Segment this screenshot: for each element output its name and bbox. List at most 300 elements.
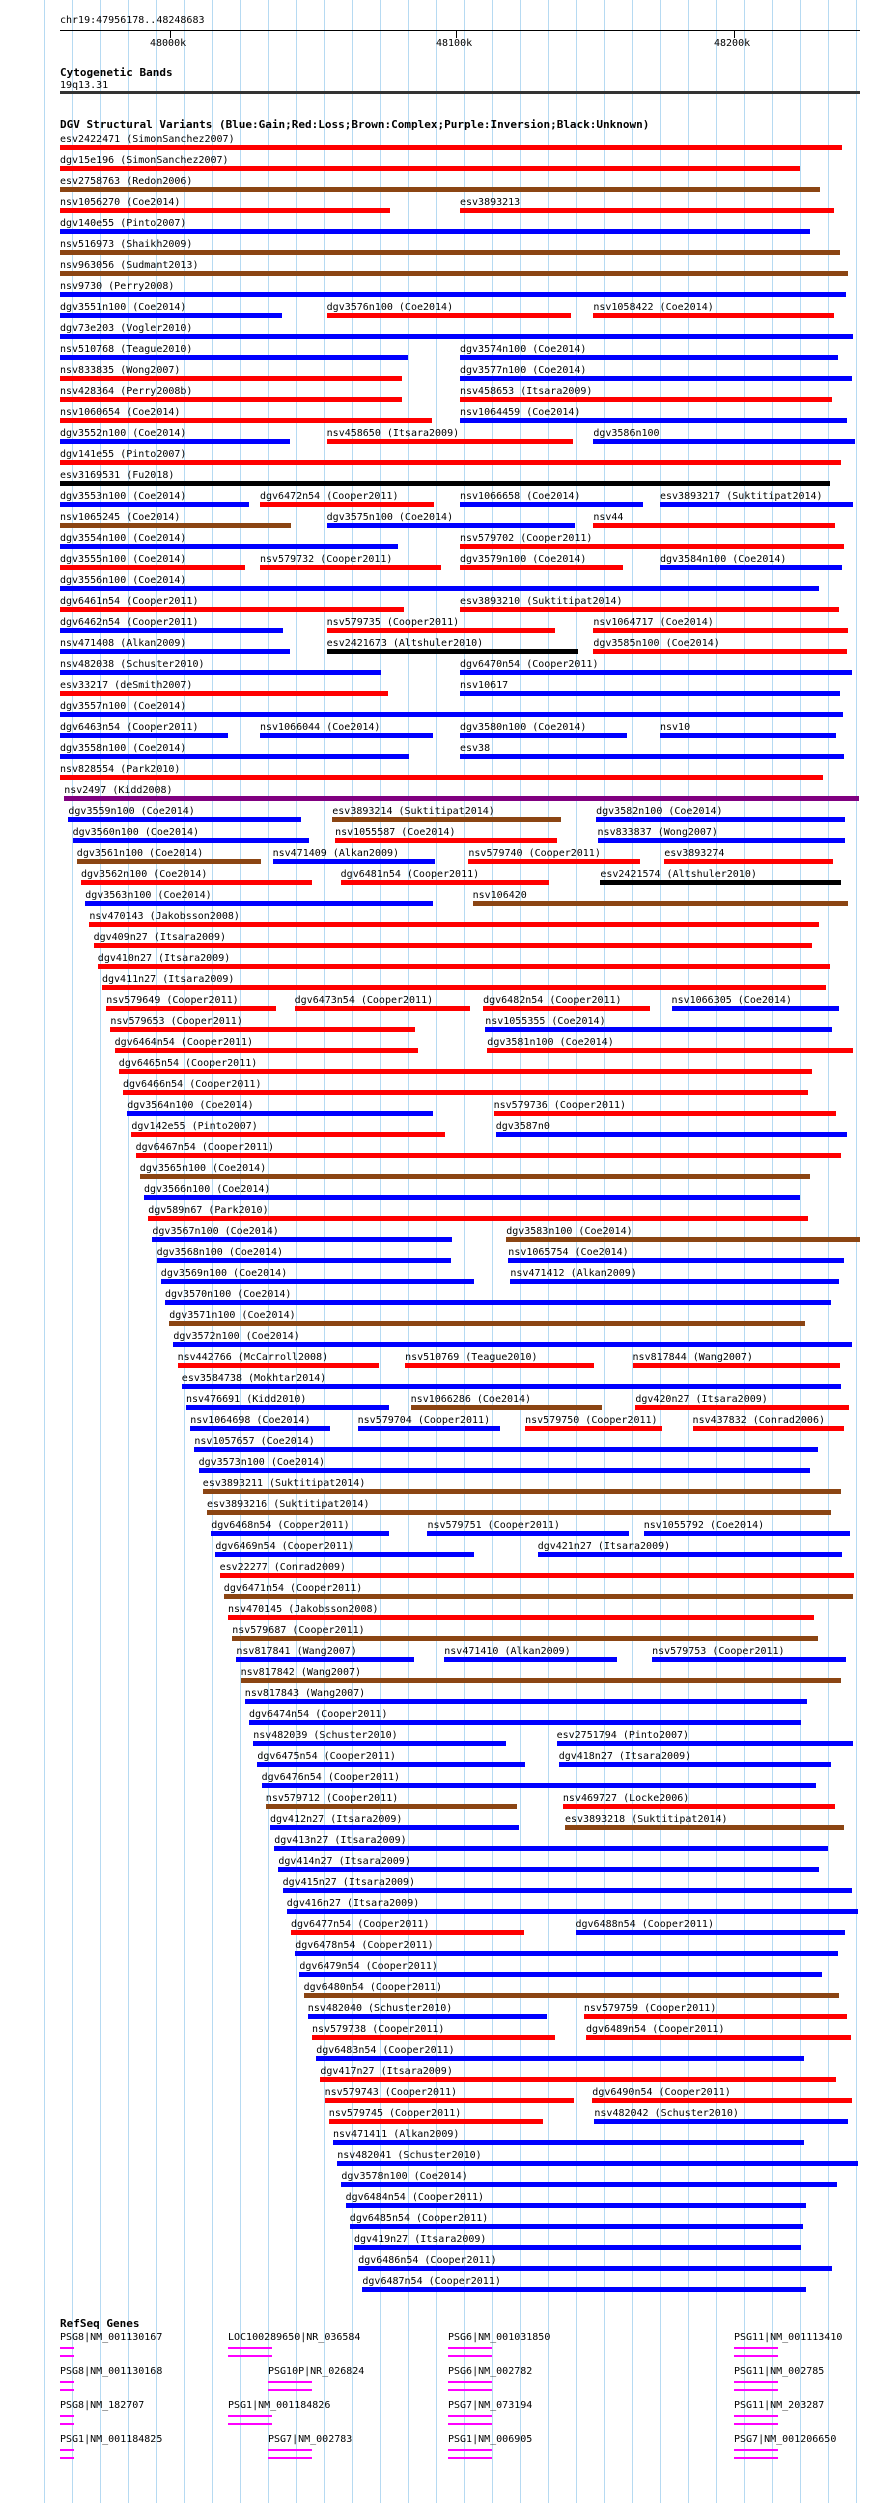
variant-label[interactable]: nsv510768 (Teague2010) bbox=[60, 344, 193, 355]
variant-bar[interactable] bbox=[596, 817, 845, 822]
variant-label[interactable]: nsv471409 (Alkan2009) bbox=[272, 848, 400, 859]
variant-label[interactable]: esv2422471 (SimonSanchez2007) bbox=[60, 134, 235, 145]
variant-bar[interactable] bbox=[102, 985, 826, 990]
variant-bar[interactable] bbox=[460, 418, 847, 423]
variant-label[interactable]: dgv3562n100 (Coe2014) bbox=[81, 869, 208, 880]
gene-model[interactable] bbox=[734, 2449, 778, 2459]
variant-bar[interactable] bbox=[169, 1321, 805, 1326]
variant-label[interactable]: nsv1057657 (Coe2014) bbox=[194, 1436, 315, 1447]
gene-model[interactable] bbox=[448, 2347, 492, 2357]
variant-bar[interactable] bbox=[460, 376, 852, 381]
gene-label[interactable]: PSG8|NM_001130167 bbox=[60, 2332, 163, 2343]
variant-label[interactable]: nsv579753 (Cooper2011) bbox=[652, 1646, 785, 1657]
variant-label[interactable]: nsv828554 (Park2010) bbox=[60, 764, 181, 775]
variant-bar[interactable] bbox=[299, 1972, 822, 1977]
variant-label[interactable]: nsv579687 (Cooper2011) bbox=[232, 1625, 365, 1636]
variant-bar[interactable] bbox=[60, 481, 830, 486]
variant-label[interactable]: nsv469727 (Locke2006) bbox=[562, 1793, 690, 1804]
variant-label[interactable]: dgv3576n100 (Coe2014) bbox=[326, 302, 454, 313]
variant-label[interactable]: dgv413n27 (Itsara2009) bbox=[274, 1835, 407, 1846]
gene-label[interactable]: PSG8|NM_001130168 bbox=[60, 2366, 163, 2377]
variant-bar[interactable] bbox=[89, 922, 818, 927]
variant-label[interactable]: dgv3582n100 (Coe2014) bbox=[596, 806, 723, 817]
variant-bar[interactable] bbox=[194, 1447, 818, 1452]
variant-bar[interactable] bbox=[325, 2098, 575, 2103]
variant-label[interactable]: nsv510769 (Teague2010) bbox=[405, 1352, 538, 1363]
variant-bar[interactable] bbox=[460, 544, 844, 549]
variant-bar[interactable] bbox=[308, 2014, 547, 2019]
variant-bar[interactable] bbox=[249, 1720, 801, 1725]
variant-bar[interactable] bbox=[508, 1258, 844, 1263]
variant-bar[interactable] bbox=[115, 1048, 418, 1053]
gene-model[interactable] bbox=[60, 2381, 74, 2391]
variant-bar[interactable] bbox=[232, 1636, 818, 1641]
variant-bar[interactable] bbox=[496, 1132, 847, 1137]
variant-bar[interactable] bbox=[77, 859, 262, 864]
variant-label[interactable]: dgv3577n100 (Coe2014) bbox=[460, 365, 587, 376]
gene-model[interactable] bbox=[448, 2449, 492, 2459]
variant-bar[interactable] bbox=[60, 376, 402, 381]
variant-bar[interactable] bbox=[565, 1825, 844, 1830]
variant-bar[interactable] bbox=[64, 796, 859, 801]
variant-bar[interactable] bbox=[60, 187, 820, 192]
variant-label[interactable]: nsv579732 (Cooper2011) bbox=[260, 554, 393, 565]
variant-label[interactable]: esv22277 (Conrad2009) bbox=[219, 1562, 347, 1573]
variant-label[interactable]: nsv579712 (Cooper2011) bbox=[265, 1793, 399, 1804]
gene-label[interactable]: PSG10P|NR_026824 bbox=[268, 2366, 365, 2377]
variant-bar[interactable] bbox=[60, 292, 846, 297]
variant-bar[interactable] bbox=[60, 649, 290, 654]
gene-model[interactable] bbox=[448, 2381, 492, 2391]
gene-label[interactable]: PSG1|NM_006905 bbox=[448, 2434, 533, 2445]
variant-label[interactable]: dgv3558n100 (Coe2014) bbox=[60, 743, 187, 754]
variant-label[interactable]: dgv6468n54 (Cooper2011) bbox=[211, 1520, 350, 1531]
variant-label[interactable]: nsv579704 (Cooper2011) bbox=[357, 1415, 491, 1426]
variant-label[interactable]: nsv471411 (Alkan2009) bbox=[333, 2129, 460, 2140]
variant-label[interactable]: dgv3578n100 (Coe2014) bbox=[341, 2171, 468, 2182]
gene-label[interactable]: PSG7|NM_002783 bbox=[268, 2434, 353, 2445]
variant-label[interactable]: nsv458650 (Itsara2009) bbox=[326, 428, 460, 439]
variant-bar[interactable] bbox=[633, 1363, 840, 1368]
variant-bar[interactable] bbox=[354, 2245, 801, 2250]
variant-bar[interactable] bbox=[362, 2287, 806, 2292]
variant-bar[interactable] bbox=[586, 2035, 851, 2040]
variant-bar[interactable] bbox=[60, 733, 228, 738]
variant-bar[interactable] bbox=[600, 880, 840, 885]
gene-model[interactable] bbox=[734, 2415, 778, 2425]
variant-label[interactable]: dgv3569n100 (Coe2014) bbox=[160, 1268, 288, 1279]
variant-label[interactable]: dgv420n27 (Itsara2009) bbox=[635, 1394, 768, 1405]
variant-bar[interactable] bbox=[241, 1678, 842, 1683]
variant-label[interactable]: dgv6466n54 (Cooper2011) bbox=[123, 1079, 262, 1090]
gene-model[interactable] bbox=[734, 2347, 778, 2357]
variant-label[interactable]: nsv1066305 (Coe2014) bbox=[671, 995, 792, 1006]
variant-label[interactable]: nsv476691 (Kidd2010) bbox=[186, 1394, 307, 1405]
variant-bar[interactable] bbox=[405, 1363, 594, 1368]
variant-label[interactable]: nsv833837 (Wong2007) bbox=[597, 827, 718, 838]
variant-label[interactable]: dgv6464n54 (Cooper2011) bbox=[114, 1037, 254, 1048]
variant-label[interactable]: dgv3572n100 (Coe2014) bbox=[173, 1331, 300, 1342]
variant-bar[interactable] bbox=[460, 733, 627, 738]
variant-bar[interactable] bbox=[60, 397, 402, 402]
variant-bar[interactable] bbox=[85, 901, 433, 906]
variant-bar[interactable] bbox=[593, 313, 834, 318]
variant-label[interactable]: nsv1066658 (Coe2014) bbox=[460, 491, 581, 502]
variant-label[interactable]: nsv817842 (Wang2007) bbox=[240, 1667, 362, 1678]
variant-bar[interactable] bbox=[660, 502, 853, 507]
variant-bar[interactable] bbox=[593, 523, 835, 528]
variant-bar[interactable] bbox=[327, 628, 556, 633]
variant-label[interactable]: nsv1055792 (Coe2014) bbox=[643, 1520, 765, 1531]
variant-bar[interactable] bbox=[260, 502, 434, 507]
variant-bar[interactable] bbox=[460, 208, 834, 213]
variant-bar[interactable] bbox=[485, 1027, 832, 1032]
variant-bar[interactable] bbox=[584, 2014, 847, 2019]
variant-label[interactable]: dgv3563n100 (Coe2014) bbox=[85, 890, 212, 901]
variant-bar[interactable] bbox=[119, 1069, 812, 1074]
variant-bar[interactable] bbox=[278, 1867, 819, 1872]
variant-bar[interactable] bbox=[60, 166, 800, 171]
variant-label[interactable]: nsv579702 (Cooper2011) bbox=[460, 533, 593, 544]
variant-label[interactable]: dgv6471n54 (Cooper2011) bbox=[223, 1583, 363, 1594]
variant-label[interactable]: dgv418n27 (Itsara2009) bbox=[558, 1751, 692, 1762]
gene-model[interactable] bbox=[268, 2381, 312, 2391]
variant-bar[interactable] bbox=[262, 1783, 816, 1788]
variant-bar[interactable] bbox=[693, 1426, 844, 1431]
variant-bar[interactable] bbox=[460, 502, 643, 507]
variant-bar[interactable] bbox=[494, 1111, 836, 1116]
variant-label[interactable]: nsv471408 (Alkan2009) bbox=[60, 638, 187, 649]
variant-label[interactable]: dgv6472n54 (Cooper2011) bbox=[260, 491, 399, 502]
gene-model[interactable] bbox=[60, 2347, 74, 2357]
variant-bar[interactable] bbox=[60, 586, 819, 591]
variant-bar[interactable] bbox=[190, 1426, 330, 1431]
variant-bar[interactable] bbox=[215, 1552, 473, 1557]
variant-label[interactable]: dgv6477n54 (Cooper2011) bbox=[291, 1919, 430, 1930]
variant-label[interactable]: nsv1058422 (Coe2014) bbox=[593, 302, 714, 313]
variant-label[interactable]: nsv579735 (Cooper2011) bbox=[326, 617, 460, 628]
variant-bar[interactable] bbox=[592, 2098, 852, 2103]
variant-bar[interactable] bbox=[598, 838, 846, 843]
variant-label[interactable]: dgv3552n100 (Coe2014) bbox=[60, 428, 187, 439]
variant-bar[interactable] bbox=[60, 439, 290, 444]
variant-bar[interactable] bbox=[316, 2056, 804, 2061]
variant-label[interactable]: nsv471410 (Alkan2009) bbox=[444, 1646, 571, 1657]
variant-label[interactable]: dgv141e55 (Pinto2007) bbox=[60, 449, 187, 460]
variant-label[interactable]: dgv3579n100 (Coe2014) bbox=[460, 554, 587, 565]
variant-bar[interactable] bbox=[60, 208, 390, 213]
variant-label[interactable]: dgv3560n100 (Coe2014) bbox=[72, 827, 200, 838]
variant-label[interactable]: nsv428364 (Perry2008b) bbox=[60, 386, 193, 397]
variant-bar[interactable] bbox=[460, 355, 838, 360]
variant-label[interactable]: nsv516973 (Shaikh2009) bbox=[60, 239, 193, 250]
variant-label[interactable]: dgv3559n100 (Coe2014) bbox=[68, 806, 195, 817]
variant-label[interactable]: dgv3570n100 (Coe2014) bbox=[165, 1289, 292, 1300]
variant-label[interactable]: dgv3575n100 (Coe2014) bbox=[326, 512, 454, 523]
variant-label[interactable]: dgv6483n54 (Cooper2011) bbox=[316, 2045, 455, 2056]
variant-label[interactable]: esv3893216 (Suktitipat2014) bbox=[207, 1499, 370, 1510]
variant-bar[interactable] bbox=[211, 1531, 388, 1536]
variant-label[interactable]: esv3584738 (Mokhtar2014) bbox=[181, 1373, 327, 1384]
variant-label[interactable]: dgv6487n54 (Cooper2011) bbox=[362, 2276, 501, 2287]
variant-bar[interactable] bbox=[427, 1531, 629, 1536]
variant-bar[interactable] bbox=[178, 1363, 379, 1368]
variant-bar[interactable] bbox=[332, 817, 561, 822]
gene-label[interactable]: PSG11|NM_002785 bbox=[734, 2366, 825, 2377]
variant-bar[interactable] bbox=[358, 1426, 500, 1431]
variant-label[interactable]: nsv579743 (Cooper2011) bbox=[324, 2087, 458, 2098]
variant-bar[interactable] bbox=[563, 1804, 836, 1809]
variant-bar[interactable] bbox=[60, 460, 841, 465]
variant-label[interactable]: esv2758763 (Redon2006) bbox=[60, 176, 193, 187]
variant-bar[interactable] bbox=[157, 1258, 452, 1263]
variant-bar[interactable] bbox=[320, 2077, 835, 2082]
variant-bar[interactable] bbox=[260, 565, 441, 570]
variant-bar[interactable] bbox=[295, 1006, 470, 1011]
variant-label[interactable]: dgv6462n54 (Cooper2011) bbox=[60, 617, 199, 628]
gene-model[interactable] bbox=[60, 2415, 74, 2425]
variant-label[interactable]: nsv106420 bbox=[472, 890, 527, 901]
variant-bar[interactable] bbox=[60, 775, 823, 780]
variant-label[interactable]: dgv409n27 (Itsara2009) bbox=[93, 932, 227, 943]
variant-bar[interactable] bbox=[266, 1804, 517, 1809]
variant-bar[interactable] bbox=[460, 607, 839, 612]
variant-bar[interactable] bbox=[136, 1153, 841, 1158]
variant-bar[interactable] bbox=[460, 565, 623, 570]
variant-label[interactable]: esv3893210 (Suktitipat2014) bbox=[460, 596, 623, 607]
variant-label[interactable]: dgv6474n54 (Cooper2011) bbox=[249, 1709, 388, 1720]
variant-bar[interactable] bbox=[60, 544, 398, 549]
variant-label[interactable]: nsv2497 (Kidd2008) bbox=[64, 785, 173, 796]
gene-model[interactable] bbox=[60, 2449, 74, 2459]
variant-label[interactable]: nsv471412 (Alkan2009) bbox=[510, 1268, 637, 1279]
gene-label[interactable]: LOC100289650|NR_036584 bbox=[228, 2332, 361, 2343]
variant-bar[interactable] bbox=[161, 1279, 475, 1284]
variant-label[interactable]: dgv6489n54 (Cooper2011) bbox=[586, 2024, 725, 2035]
variant-label[interactable]: dgv140e55 (Pinto2007) bbox=[60, 218, 187, 229]
variant-bar[interactable] bbox=[224, 1594, 853, 1599]
variant-bar[interactable] bbox=[60, 271, 848, 276]
variant-bar[interactable] bbox=[460, 670, 852, 675]
variant-label[interactable]: dgv414n27 (Itsara2009) bbox=[278, 1856, 411, 1867]
variant-label[interactable]: dgv3565n100 (Coe2014) bbox=[139, 1163, 267, 1174]
variant-bar[interactable] bbox=[182, 1384, 841, 1389]
variant-label[interactable]: nsv1055355 (Coe2014) bbox=[485, 1016, 606, 1027]
variant-label[interactable]: nsv470145 (Jakobsson2008) bbox=[228, 1604, 379, 1615]
variant-label[interactable]: nsv10617 bbox=[460, 680, 509, 691]
variant-bar[interactable] bbox=[593, 649, 847, 654]
variant-label[interactable]: dgv421n27 (Itsara2009) bbox=[537, 1541, 671, 1552]
gene-label[interactable]: PSG6|NM_002782 bbox=[448, 2366, 533, 2377]
variant-bar[interactable] bbox=[60, 607, 404, 612]
variant-label[interactable]: dgv3566n100 (Coe2014) bbox=[144, 1184, 271, 1195]
variant-label[interactable]: dgv6488n54 (Cooper2011) bbox=[575, 1919, 714, 1930]
variant-bar[interactable] bbox=[60, 754, 409, 759]
variant-label[interactable]: dgv3587n0 bbox=[495, 1121, 550, 1132]
variant-bar[interactable] bbox=[60, 418, 432, 423]
gene-label[interactable]: PSG1|NM_001184825 bbox=[60, 2434, 163, 2445]
variant-bar[interactable] bbox=[106, 1006, 276, 1011]
gene-model[interactable] bbox=[228, 2415, 272, 2425]
variant-bar[interactable] bbox=[576, 1930, 846, 1935]
variant-bar[interactable] bbox=[333, 2140, 804, 2145]
variant-bar[interactable] bbox=[60, 355, 408, 360]
variant-bar[interactable] bbox=[635, 1405, 848, 1410]
variant-label[interactable]: dgv6484n54 (Cooper2011) bbox=[345, 2192, 485, 2203]
gene-model[interactable] bbox=[448, 2415, 492, 2425]
variant-label[interactable]: esv3893214 (Suktitipat2014) bbox=[332, 806, 495, 817]
variant-label[interactable]: dgv6463n54 (Cooper2011) bbox=[60, 722, 199, 733]
variant-label[interactable]: dgv6479n54 (Cooper2011) bbox=[299, 1961, 438, 1972]
variant-bar[interactable] bbox=[283, 1888, 852, 1893]
variant-bar[interactable] bbox=[593, 628, 848, 633]
variant-label[interactable]: dgv415n27 (Itsara2009) bbox=[282, 1877, 416, 1888]
variant-bar[interactable] bbox=[60, 313, 282, 318]
variant-label[interactable]: dgv3574n100 (Coe2014) bbox=[460, 344, 587, 355]
variant-label[interactable]: nsv1064717 (Coe2014) bbox=[593, 617, 714, 628]
variant-bar[interactable] bbox=[144, 1195, 800, 1200]
variant-bar[interactable] bbox=[199, 1468, 811, 1473]
variant-label[interactable]: dgv3557n100 (Coe2014) bbox=[60, 701, 187, 712]
variant-label[interactable]: dgv3567n100 (Coe2014) bbox=[152, 1226, 279, 1237]
variant-label[interactable]: nsv1056270 (Coe2014) bbox=[60, 197, 181, 208]
variant-bar[interactable] bbox=[60, 502, 249, 507]
variant-label[interactable]: esv3893218 (Suktitipat2014) bbox=[565, 1814, 728, 1825]
variant-bar[interactable] bbox=[73, 838, 309, 843]
variant-label[interactable]: nsv9730 (Perry2008) bbox=[60, 281, 175, 292]
variant-label[interactable]: dgv3555n100 (Coe2014) bbox=[60, 554, 187, 565]
variant-label[interactable]: dgv3551n100 (Coe2014) bbox=[60, 302, 187, 313]
variant-label[interactable]: nsv579751 (Cooper2011) bbox=[427, 1520, 560, 1531]
variant-bar[interactable] bbox=[60, 145, 842, 150]
variant-label[interactable]: dgv6481n54 (Cooper2011) bbox=[340, 869, 480, 880]
variant-label[interactable]: nsv817843 (Wang2007) bbox=[244, 1688, 366, 1699]
variant-label[interactable]: dgv3586n100 bbox=[593, 428, 660, 439]
variant-bar[interactable] bbox=[341, 880, 549, 885]
variant-bar[interactable] bbox=[335, 838, 556, 843]
variant-label[interactable]: dgv6485n54 (Cooper2011) bbox=[349, 2213, 489, 2224]
variant-label[interactable]: nsv442766 (McCarroll2008) bbox=[177, 1352, 329, 1363]
variant-bar[interactable] bbox=[60, 250, 840, 255]
variant-label[interactable]: esv3893213 bbox=[460, 197, 521, 208]
variant-bar[interactable] bbox=[245, 1699, 807, 1704]
variant-label[interactable]: dgv412n27 (Itsara2009) bbox=[270, 1814, 403, 1825]
variant-bar[interactable] bbox=[60, 523, 291, 528]
variant-bar[interactable] bbox=[644, 1531, 850, 1536]
gene-label[interactable]: PSG6|NM_001031850 bbox=[448, 2332, 551, 2343]
variant-label[interactable]: nsv458653 (Itsara2009) bbox=[460, 386, 593, 397]
variant-label[interactable]: nsv482040 (Schuster2010) bbox=[307, 2003, 453, 2014]
variant-bar[interactable] bbox=[350, 2224, 803, 2229]
variant-bar[interactable] bbox=[557, 1741, 853, 1746]
variant-label[interactable]: dgv6461n54 (Cooper2011) bbox=[60, 596, 199, 607]
variant-label[interactable]: dgv417n27 (Itsara2009) bbox=[320, 2066, 453, 2077]
variant-bar[interactable] bbox=[652, 1657, 846, 1662]
variant-bar[interactable] bbox=[329, 2119, 543, 2124]
variant-bar[interactable] bbox=[253, 1741, 506, 1746]
variant-bar[interactable] bbox=[483, 1006, 650, 1011]
variant-label[interactable]: esv2421574 (Altshuler2010) bbox=[600, 869, 757, 880]
gene-model[interactable] bbox=[734, 2381, 778, 2391]
variant-bar[interactable] bbox=[327, 649, 578, 654]
variant-label[interactable]: dgv6478n54 (Cooper2011) bbox=[295, 1940, 434, 1951]
variant-bar[interactable] bbox=[60, 334, 853, 339]
variant-label[interactable]: dgv6470n54 (Cooper2011) bbox=[460, 659, 599, 670]
variant-bar[interactable] bbox=[594, 2119, 847, 2124]
variant-label[interactable]: dgv6482n54 (Cooper2011) bbox=[483, 995, 622, 1006]
variant-label[interactable]: nsv1064459 (Coe2014) bbox=[460, 407, 581, 418]
variant-bar[interactable] bbox=[270, 1825, 519, 1830]
variant-label[interactable]: nsv1060654 (Coe2014) bbox=[60, 407, 181, 418]
variant-label[interactable]: dgv6465n54 (Cooper2011) bbox=[118, 1058, 258, 1069]
variant-label[interactable]: nsv579649 (Cooper2011) bbox=[106, 995, 239, 1006]
variant-bar[interactable] bbox=[460, 754, 844, 759]
gene-label[interactable]: PSG7|NM_001206650 bbox=[734, 2434, 837, 2445]
variant-label[interactable]: nsv579736 (Cooper2011) bbox=[493, 1100, 627, 1111]
variant-bar[interactable] bbox=[341, 2182, 837, 2187]
variant-bar[interactable] bbox=[291, 1930, 524, 1935]
variant-label[interactable]: dgv3573n100 (Coe2014) bbox=[198, 1457, 326, 1468]
variant-bar[interactable] bbox=[593, 439, 854, 444]
variant-label[interactable]: nsv470143 (Jakobsson2008) bbox=[89, 911, 240, 922]
gene-model[interactable] bbox=[228, 2347, 272, 2357]
variant-bar[interactable] bbox=[94, 943, 813, 948]
variant-bar[interactable] bbox=[260, 733, 433, 738]
variant-label[interactable]: dgv3553n100 (Coe2014) bbox=[60, 491, 187, 502]
variant-bar[interactable] bbox=[110, 1027, 415, 1032]
variant-bar[interactable] bbox=[358, 2266, 832, 2271]
variant-bar[interactable] bbox=[460, 691, 840, 696]
variant-label[interactable]: dgv3583n100 (Coe2014) bbox=[506, 1226, 633, 1237]
variant-bar[interactable] bbox=[173, 1342, 852, 1347]
variant-bar[interactable] bbox=[60, 229, 810, 234]
variant-bar[interactable] bbox=[525, 1426, 662, 1431]
variant-label[interactable]: esv3893211 (Suktitipat2014) bbox=[202, 1478, 366, 1489]
variant-label[interactable]: nsv482041 (Schuster2010) bbox=[337, 2150, 482, 2161]
variant-label[interactable]: esv3893274 bbox=[664, 848, 725, 859]
variant-bar[interactable] bbox=[152, 1237, 451, 1242]
variant-bar[interactable] bbox=[148, 1216, 808, 1221]
variant-label[interactable]: esv2421673 (Altshuler2010) bbox=[326, 638, 484, 649]
variant-label[interactable]: nsv437832 (Conrad2006) bbox=[692, 1415, 825, 1426]
variant-label[interactable]: dgv6473n54 (Cooper2011) bbox=[294, 995, 434, 1006]
gene-label[interactable]: PSG8|NM_182707 bbox=[60, 2400, 145, 2411]
variant-bar[interactable] bbox=[312, 2035, 555, 2040]
variant-label[interactable]: dgv142e55 (Pinto2007) bbox=[131, 1121, 258, 1132]
variant-bar[interactable] bbox=[220, 1573, 855, 1578]
variant-label[interactable]: nsv817844 (Wang2007) bbox=[632, 1352, 753, 1363]
variant-bar[interactable] bbox=[473, 901, 848, 906]
variant-bar[interactable] bbox=[660, 565, 842, 570]
variant-label[interactable]: nsv579653 (Cooper2011) bbox=[110, 1016, 243, 1027]
variant-label[interactable]: nsv1065754 (Coe2014) bbox=[508, 1247, 629, 1258]
variant-bar[interactable] bbox=[68, 817, 301, 822]
variant-label[interactable]: dgv6486n54 (Cooper2011) bbox=[358, 2255, 497, 2266]
variant-bar[interactable] bbox=[487, 1048, 852, 1053]
variant-bar[interactable] bbox=[337, 2161, 858, 2166]
variant-label[interactable]: dgv3554n100 (Coe2014) bbox=[60, 533, 187, 544]
variant-label[interactable]: dgv73e203 (Vogler2010) bbox=[60, 323, 193, 334]
variant-bar[interactable] bbox=[203, 1489, 841, 1494]
variant-label[interactable]: nsv1065245 (Coe2014) bbox=[60, 512, 181, 523]
variant-label[interactable]: dgv3571n100 (Coe2014) bbox=[169, 1310, 296, 1321]
variant-bar[interactable] bbox=[506, 1237, 860, 1242]
variant-bar[interactable] bbox=[346, 2203, 807, 2208]
variant-bar[interactable] bbox=[411, 1405, 603, 1410]
gene-model[interactable] bbox=[268, 2449, 312, 2459]
variant-bar[interactable] bbox=[664, 859, 833, 864]
variant-label[interactable]: dgv6467n54 (Cooper2011) bbox=[135, 1142, 275, 1153]
